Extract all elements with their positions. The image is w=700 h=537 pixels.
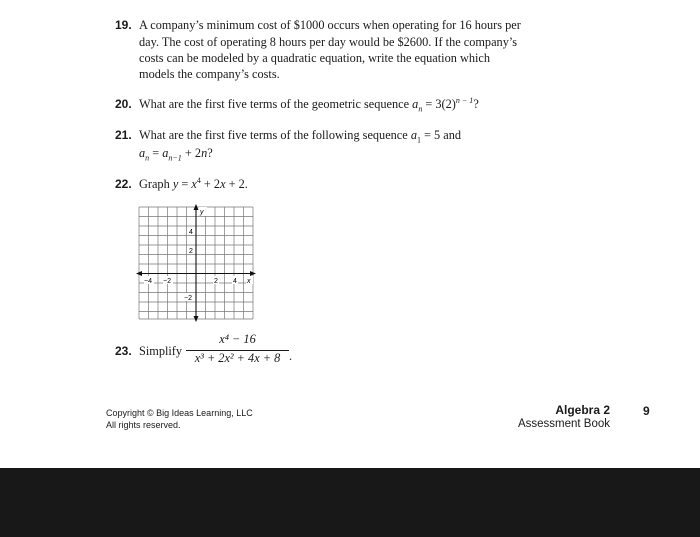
- q21-text: What are the first five terms of the following sequence: [139, 128, 408, 142]
- q23-number: 23.: [115, 344, 132, 358]
- q20-eq: =: [425, 97, 433, 111]
- q22-x: x: [191, 177, 197, 191]
- graph-x-tick-m4: −4: [144, 278, 152, 285]
- footer-copyright-block: [106, 407, 253, 431]
- footer-rights: All rights reserved.: [106, 420, 181, 430]
- q20-exponent: n − 1: [455, 95, 474, 105]
- q20-var-a: a: [412, 97, 419, 111]
- q21-line2-n: n: [201, 146, 208, 160]
- q22-text: Graph: [139, 177, 170, 191]
- q21-line2-a2: a: [162, 146, 169, 160]
- q20-number: 20.: [115, 97, 132, 111]
- footer-book-subtitle: Assessment Book: [517, 418, 610, 430]
- q22-number: 22.: [115, 177, 132, 191]
- q22-pow: 4: [196, 175, 201, 185]
- graph-y-tick-4: 4: [189, 229, 193, 236]
- graph-x-tick-4: 4: [233, 278, 237, 285]
- q21-var-a: a: [410, 128, 417, 142]
- q21-line2-a: a: [139, 146, 146, 160]
- q23-text: Simplify: [139, 344, 183, 358]
- q21-eq5: = 5 and: [424, 128, 462, 142]
- q21-sub-1: 1: [416, 135, 421, 145]
- page-number: 9: [643, 404, 650, 418]
- footer-book-block: [518, 403, 610, 431]
- q22-eq: =: [181, 177, 189, 191]
- graph-x-tick-2: 2: [214, 278, 218, 285]
- q22-x2: x: [220, 177, 226, 191]
- q21-line2-end: ?: [207, 146, 213, 160]
- footer-book-title: Algebra 2: [555, 403, 610, 417]
- graph-x-label: x: [247, 278, 251, 285]
- graph-y-tick-2: 2: [189, 248, 193, 255]
- graph-y-tick-m2: −2: [184, 295, 192, 302]
- q21-line2-plus: + 2: [184, 146, 202, 160]
- q21-number: 21.: [115, 128, 132, 142]
- q21-line2-eq: =: [152, 146, 160, 160]
- q22-y: y: [172, 177, 179, 191]
- q20-formula: 3(2): [435, 97, 456, 111]
- q21-question-line2: [139, 145, 213, 162]
- q21-line2-sub-n: n: [145, 153, 150, 163]
- q23-end: .: [289, 349, 293, 363]
- q19-line-2: day. The cost of operating 8 hours per day would be $2600. If the company’s: [139, 35, 518, 49]
- q19-line-1: A company’s minimum cost of $1000 occurs when operating for 16 hours per: [139, 18, 521, 32]
- q20-text: What are the first five terms of the geometric sequence: [139, 97, 410, 111]
- bottom-dark-bar: [0, 468, 700, 537]
- graph-x-tick-m2: −2: [163, 278, 171, 285]
- q20-question: [139, 96, 479, 113]
- graph-y-label: y: [200, 209, 204, 216]
- q22-rest-a: + 2: [203, 177, 221, 191]
- q19-number: 19.: [115, 18, 132, 32]
- q23-numerator: x⁴ − 16: [219, 332, 256, 346]
- q19-line-4: models the company’s costs.: [139, 67, 280, 81]
- q21-line2-sub-nm1: n−1: [168, 153, 182, 163]
- q20-sub-n: n: [418, 104, 423, 114]
- q23-denominator: x³ + 2x² + 4x + 8: [194, 351, 281, 365]
- coordinate-grid: [136, 204, 256, 322]
- q22-question: [139, 176, 248, 193]
- q22-rest-b: + 2.: [228, 177, 248, 191]
- q19-line-3: costs can be modeled by a quadratic equation, write the equation which: [139, 51, 491, 65]
- q21-question-line1: [139, 127, 461, 144]
- footer-copyright: Copyright © Big Ideas Learning, LLC: [106, 408, 253, 418]
- q20-end: ?: [473, 97, 479, 111]
